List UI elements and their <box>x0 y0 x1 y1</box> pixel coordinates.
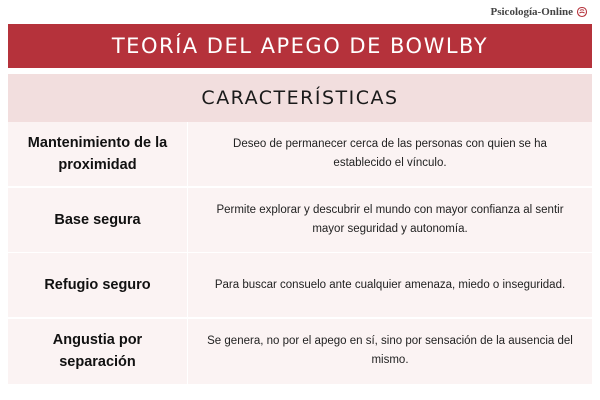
table-header: CARACTERÍSTICAS <box>8 74 592 122</box>
term-cell: Base segura <box>8 188 188 252</box>
term-cell: Angustia por separación <box>8 319 188 385</box>
table-row <box>8 122 592 186</box>
characteristics-table <box>8 74 592 384</box>
brain-icon <box>576 6 588 18</box>
description-cell: Para buscar consuelo ante cualquier amenaza, miedo o inseguridad. <box>214 278 566 291</box>
brand-logo <box>491 6 589 18</box>
description-cell: Deseo de permanecer cerca de las personas con quien se ha establecido el vínculo. <box>233 138 547 169</box>
description-cell: Permite explorar y descubrir el mundo con mayor confianza al sentir mayor seguridad y autonomía. <box>216 203 564 235</box>
description-cell: Se genera, no por el apego en sí, sino por sensación de la ausencia del mismo. <box>207 335 573 367</box>
term-cell: Mantenimiento de la proximidad <box>8 122 188 186</box>
page-title: TEORÍA DEL APEGO DE BOWLBY <box>8 24 592 68</box>
table-row <box>8 253 592 317</box>
brand-name: Psicología-Online <box>490 6 573 18</box>
term-cell: Refugio seguro <box>8 253 188 317</box>
table-row <box>8 188 592 252</box>
table-row <box>8 319 592 385</box>
